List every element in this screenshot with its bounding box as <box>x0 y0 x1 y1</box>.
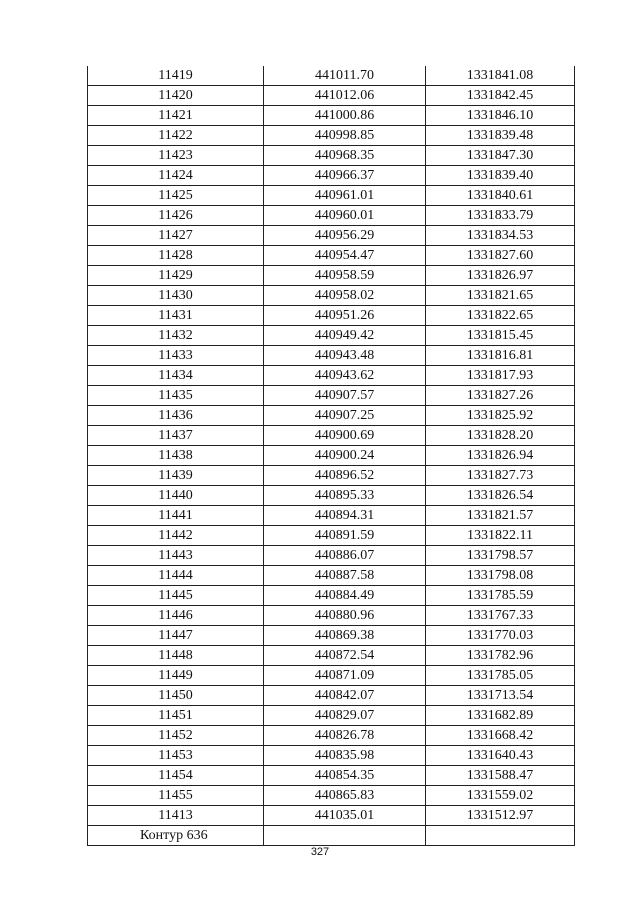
table-row <box>88 566 575 586</box>
x-coordinate-cell: 440900.24 <box>264 446 426 466</box>
y-coordinate-cell: 1331815.45 <box>426 326 575 346</box>
y-coordinate-cell: 1331559.02 <box>426 786 575 806</box>
x-coordinate-cell: 440869.38 <box>264 626 426 646</box>
table-row <box>88 126 575 146</box>
table-row <box>88 346 575 366</box>
point-number-cell: 11420 <box>88 86 264 106</box>
point-number-cell: 11431 <box>88 306 264 326</box>
table-row <box>88 646 575 666</box>
table-row <box>88 246 575 266</box>
table-row <box>88 266 575 286</box>
x-coordinate-cell: 440943.62 <box>264 366 426 386</box>
point-number-cell: 11419 <box>88 66 264 86</box>
contour-label-cell: Контур 636 <box>88 826 264 846</box>
point-number-cell: 11428 <box>88 246 264 266</box>
table-row <box>88 106 575 126</box>
point-number-cell: 11430 <box>88 286 264 306</box>
point-number-cell: 11448 <box>88 646 264 666</box>
table-row <box>88 726 575 746</box>
y-coordinate-cell: 1331839.40 <box>426 166 575 186</box>
y-coordinate-cell: 1331816.81 <box>426 346 575 366</box>
point-number-cell: 11433 <box>88 346 264 366</box>
table-row <box>88 786 575 806</box>
point-number-cell: 11454 <box>88 766 264 786</box>
point-number-cell: 11452 <box>88 726 264 746</box>
y-coordinate-cell: 1331798.08 <box>426 566 575 586</box>
table-row <box>88 446 575 466</box>
x-coordinate-cell: 440871.09 <box>264 666 426 686</box>
x-coordinate-cell: 440951.26 <box>264 306 426 326</box>
table-row <box>88 386 575 406</box>
x-coordinate-cell: 440958.59 <box>264 266 426 286</box>
y-coordinate-cell: 1331840.61 <box>426 186 575 206</box>
y-coordinate-cell: 1331826.54 <box>426 486 575 506</box>
table-row <box>88 806 575 826</box>
x-coordinate-cell: 440943.48 <box>264 346 426 366</box>
y-coordinate-cell: 1331821.65 <box>426 286 575 306</box>
x-coordinate-cell: 440842.07 <box>264 686 426 706</box>
y-coordinate-cell: 1331827.60 <box>426 246 575 266</box>
table-row <box>88 286 575 306</box>
x-coordinate-cell: 440998.85 <box>264 126 426 146</box>
x-coordinate-cell: 440835.98 <box>264 746 426 766</box>
x-coordinate-cell: 440954.47 <box>264 246 426 266</box>
point-number-cell: 11435 <box>88 386 264 406</box>
page-number: 327 <box>310 846 330 858</box>
point-number-cell: 11413 <box>88 806 264 826</box>
coordinate-table <box>87 66 575 846</box>
point-number-cell: 11426 <box>88 206 264 226</box>
table-row <box>88 666 575 686</box>
table-row <box>88 146 575 166</box>
y-coordinate-cell: 1331827.26 <box>426 386 575 406</box>
point-number-cell: 11423 <box>88 146 264 166</box>
x-coordinate-cell: 441012.06 <box>264 86 426 106</box>
table-row <box>88 166 575 186</box>
point-number-cell: 11440 <box>88 486 264 506</box>
x-coordinate-cell: 440887.58 <box>264 566 426 586</box>
table-row <box>88 466 575 486</box>
y-coordinate-cell: 1331512.97 <box>426 806 575 826</box>
table-row <box>88 746 575 766</box>
y-coordinate-cell: 1331668.42 <box>426 726 575 746</box>
empty-cell <box>426 826 575 846</box>
y-coordinate-cell: 1331682.89 <box>426 706 575 726</box>
x-coordinate-cell: 440960.01 <box>264 206 426 226</box>
point-number-cell: 11442 <box>88 526 264 546</box>
table-row <box>88 626 575 646</box>
point-number-cell: 11427 <box>88 226 264 246</box>
table-row <box>88 206 575 226</box>
y-coordinate-cell: 1331825.92 <box>426 406 575 426</box>
y-coordinate-cell: 1331827.73 <box>426 466 575 486</box>
point-number-cell: 11453 <box>88 746 264 766</box>
x-coordinate-cell: 440968.35 <box>264 146 426 166</box>
point-number-cell: 11429 <box>88 266 264 286</box>
table-row <box>88 406 575 426</box>
x-coordinate-cell: 440961.01 <box>264 186 426 206</box>
point-number-cell: 11445 <box>88 586 264 606</box>
point-number-cell: 11422 <box>88 126 264 146</box>
y-coordinate-cell: 1331839.48 <box>426 126 575 146</box>
x-coordinate-cell: 440826.78 <box>264 726 426 746</box>
table-row <box>88 606 575 626</box>
point-number-cell: 11432 <box>88 326 264 346</box>
point-number-cell: 11444 <box>88 566 264 586</box>
table-row <box>88 706 575 726</box>
x-coordinate-cell: 440884.49 <box>264 586 426 606</box>
table-row <box>88 86 575 106</box>
x-coordinate-cell: 440854.35 <box>264 766 426 786</box>
y-coordinate-cell: 1331826.97 <box>426 266 575 286</box>
y-coordinate-cell: 1331846.10 <box>426 106 575 126</box>
table-row <box>88 306 575 326</box>
y-coordinate-cell: 1331847.30 <box>426 146 575 166</box>
x-coordinate-cell: 440894.31 <box>264 506 426 526</box>
point-number-cell: 11441 <box>88 506 264 526</box>
point-number-cell: 11436 <box>88 406 264 426</box>
x-coordinate-cell: 440949.42 <box>264 326 426 346</box>
table-row <box>88 686 575 706</box>
point-number-cell: 11451 <box>88 706 264 726</box>
x-coordinate-cell: 441000.86 <box>264 106 426 126</box>
y-coordinate-cell: 1331782.96 <box>426 646 575 666</box>
coordinate-table-container <box>87 66 574 846</box>
contour-label-row <box>88 826 575 846</box>
point-number-cell: 11455 <box>88 786 264 806</box>
x-coordinate-cell: 440956.29 <box>264 226 426 246</box>
y-coordinate-cell: 1331833.79 <box>426 206 575 226</box>
x-coordinate-cell: 440966.37 <box>264 166 426 186</box>
y-coordinate-cell: 1331640.43 <box>426 746 575 766</box>
y-coordinate-cell: 1331767.33 <box>426 606 575 626</box>
empty-cell <box>264 826 426 846</box>
x-coordinate-cell: 441035.01 <box>264 806 426 826</box>
point-number-cell: 11438 <box>88 446 264 466</box>
y-coordinate-cell: 1331798.57 <box>426 546 575 566</box>
y-coordinate-cell: 1331817.93 <box>426 366 575 386</box>
y-coordinate-cell: 1331785.05 <box>426 666 575 686</box>
table-row <box>88 326 575 346</box>
x-coordinate-cell: 440907.57 <box>264 386 426 406</box>
table-row <box>88 526 575 546</box>
table-row <box>88 486 575 506</box>
x-coordinate-cell: 440958.02 <box>264 286 426 306</box>
point-number-cell: 11450 <box>88 686 264 706</box>
y-coordinate-cell: 1331713.54 <box>426 686 575 706</box>
x-coordinate-cell: 440880.96 <box>264 606 426 626</box>
table-row <box>88 366 575 386</box>
point-number-cell: 11424 <box>88 166 264 186</box>
y-coordinate-cell: 1331841.08 <box>426 66 575 86</box>
x-coordinate-cell: 440865.83 <box>264 786 426 806</box>
point-number-cell: 11439 <box>88 466 264 486</box>
table-row <box>88 506 575 526</box>
x-coordinate-cell: 440891.59 <box>264 526 426 546</box>
x-coordinate-cell: 440900.69 <box>264 426 426 446</box>
point-number-cell: 11437 <box>88 426 264 446</box>
table-row <box>88 586 575 606</box>
y-coordinate-cell: 1331822.65 <box>426 306 575 326</box>
x-coordinate-cell: 440895.33 <box>264 486 426 506</box>
table-row <box>88 766 575 786</box>
x-coordinate-cell: 440872.54 <box>264 646 426 666</box>
x-coordinate-cell: 440829.07 <box>264 706 426 726</box>
x-coordinate-cell: 441011.70 <box>264 66 426 86</box>
point-number-cell: 11443 <box>88 546 264 566</box>
y-coordinate-cell: 1331821.57 <box>426 506 575 526</box>
y-coordinate-cell: 1331834.53 <box>426 226 575 246</box>
x-coordinate-cell: 440896.52 <box>264 466 426 486</box>
y-coordinate-cell: 1331770.03 <box>426 626 575 646</box>
point-number-cell: 11434 <box>88 366 264 386</box>
y-coordinate-cell: 1331842.45 <box>426 86 575 106</box>
table-row <box>88 66 575 86</box>
point-number-cell: 11421 <box>88 106 264 126</box>
y-coordinate-cell: 1331822.11 <box>426 526 575 546</box>
y-coordinate-cell: 1331826.94 <box>426 446 575 466</box>
x-coordinate-cell: 440907.25 <box>264 406 426 426</box>
table-row <box>88 546 575 566</box>
y-coordinate-cell: 1331785.59 <box>426 586 575 606</box>
y-coordinate-cell: 1331588.47 <box>426 766 575 786</box>
point-number-cell: 11449 <box>88 666 264 686</box>
point-number-cell: 11447 <box>88 626 264 646</box>
x-coordinate-cell: 440886.07 <box>264 546 426 566</box>
y-coordinate-cell: 1331828.20 <box>426 426 575 446</box>
table-row <box>88 186 575 206</box>
table-row <box>88 226 575 246</box>
table-row <box>88 426 575 446</box>
point-number-cell: 11446 <box>88 606 264 626</box>
coordinate-table-body <box>88 66 575 846</box>
point-number-cell: 11425 <box>88 186 264 206</box>
